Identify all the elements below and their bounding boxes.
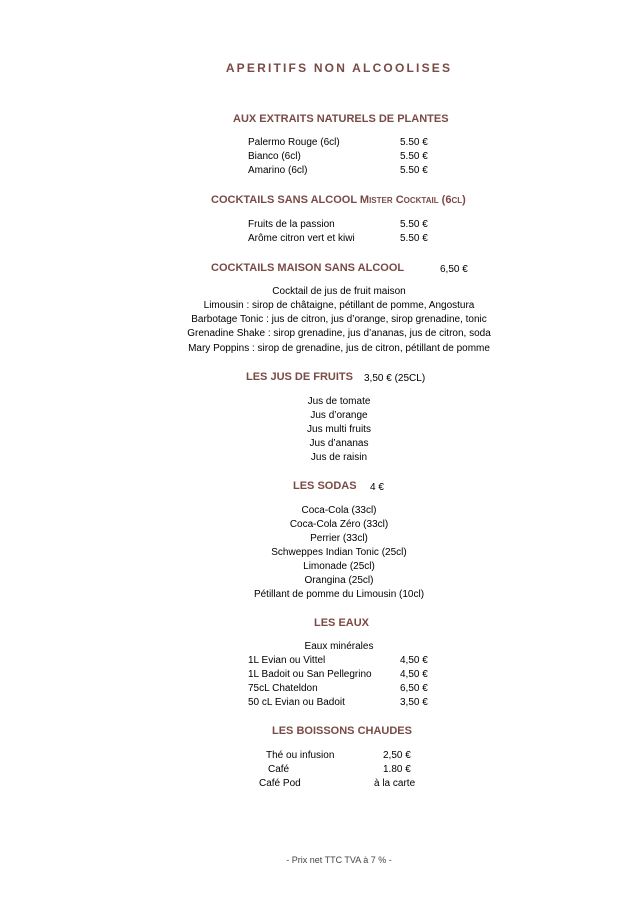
section-heading-jus: LES JUS DE FRUITS [246, 371, 353, 383]
section-heading-maison: COCKTAILS MAISON SANS ALCOOL [211, 262, 405, 274]
list-item: Jus d’ananas [309, 438, 369, 449]
list-item: Perrier (33cl) [310, 533, 368, 544]
item-name: Thé ou infusion [266, 750, 335, 761]
section-heading-extraits: AUX EXTRAITS NATURELS DE PLANTES [233, 113, 449, 125]
item-name: 1L Badoit ou San Pellegrino [248, 669, 372, 680]
item-price: à la carte [374, 778, 416, 789]
heading-part: ISTER [369, 196, 393, 205]
item-price: 5.50 € [400, 165, 428, 176]
description-line: Barbotage Tonic : jus de citron, jus d’orange, sirop grenadine, tonic [191, 314, 487, 325]
heading-part: CL [451, 196, 463, 205]
item-price: 2,50 € [383, 750, 411, 761]
item-name: Fruits de la passion [248, 219, 335, 230]
item-name: 50 cL Evian ou Badoit [248, 697, 345, 708]
section-price: 4 € [370, 482, 384, 493]
item-price: 3,50 € [400, 697, 428, 708]
heading-part: COCKTAILS SANS ALCOOL M [211, 194, 370, 206]
item-name: 1L Evian ou Vittel [248, 655, 326, 666]
section-heading-chaudes: LES BOISSONS CHAUDES [272, 725, 412, 737]
item-price: 4,50 € [400, 669, 428, 680]
item-name: Café Pod [259, 778, 301, 789]
list-item: Limonade (25cl) [303, 561, 375, 572]
item-price: 5.50 € [400, 233, 428, 244]
section-heading-eaux: LES EAUX [314, 617, 370, 629]
heading-part: (6 [438, 194, 452, 206]
item-price: 5.50 € [400, 151, 428, 162]
description-line: Grenadine Shake : sirop grenadine, jus d’ananas, jus de citron, soda [187, 328, 491, 339]
heading-part: ) [462, 194, 466, 206]
description-line: Limousin : sirop de châtaigne, pétillant de pomme, Angostura [203, 300, 475, 311]
item-price: 1.80 € [383, 764, 411, 775]
section-price: 6,50 € [440, 264, 468, 275]
description-line: Mary Poppins : sirop de grenadine, jus de citron, pétillant de pomme [188, 343, 490, 354]
item-name: 75cL Chateldon [248, 683, 318, 694]
list-item: Schweppes Indian Tonic (25cl) [271, 547, 407, 558]
page-title: APERITIFS NON ALCOOLISES [225, 61, 453, 75]
heading-part: OCKTAIL [403, 196, 439, 205]
item-price: 5.50 € [400, 219, 428, 230]
item-price: 4,50 € [400, 655, 428, 666]
description-line: Cocktail de jus de fruit maison [272, 286, 406, 297]
heading-part: C [392, 194, 404, 206]
list-item: Jus de tomate [307, 396, 371, 407]
item-price: 6,50 € [400, 683, 428, 694]
section-heading-sodas: LES SODAS [293, 480, 357, 492]
item-name: Bianco (6cl) [248, 151, 301, 162]
item-name: Amarino (6cl) [248, 165, 308, 176]
list-item: Orangina (25cl) [304, 575, 374, 586]
item-name: Café [268, 764, 290, 775]
list-item: Coca-Cola Zéro (33cl) [289, 519, 389, 530]
item-name: Palermo Rouge (6cl) [248, 137, 340, 148]
list-item: Jus multi fruits [307, 424, 371, 435]
list-item: Jus d’orange [310, 410, 368, 421]
item-name: Arôme citron vert et kiwi [248, 233, 355, 244]
list-item: Coca-Cola (33cl) [301, 505, 377, 516]
list-item: Jus de raisin [310, 452, 368, 463]
footer-note: - Prix net TTC TVA à 7 % - [286, 855, 392, 865]
section-heading-mister-cocktail [211, 194, 466, 206]
item-price: 5.50 € [400, 137, 428, 148]
section-price: 3,50 € (25CL) [364, 373, 426, 384]
section-subtitle: Eaux minérales [304, 641, 374, 652]
list-item: Pétillant de pomme du Limousin (10cl) [253, 589, 425, 600]
